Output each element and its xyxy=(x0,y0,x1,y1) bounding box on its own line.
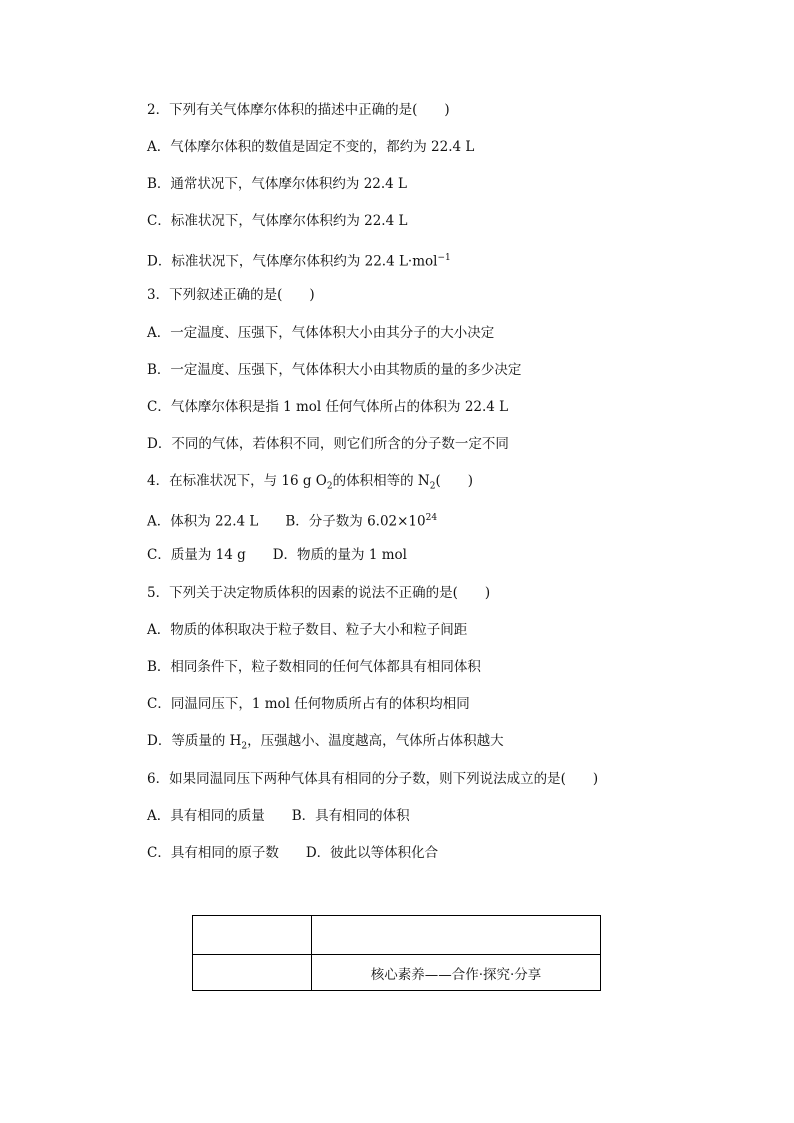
question-2-option-d xyxy=(147,249,451,271)
question-3-option-d: D．不同的气体，若体积不同，则它们所含的分子数一定不同 xyxy=(147,436,509,452)
q4-ab-text: A．体积为 22.4 L B．分子数为 6.02×10 xyxy=(147,513,426,530)
question-5-option-c: C．同温同压下，1 mol 任何物质所占有的体积均相同 xyxy=(147,696,470,712)
q4-stem-text-2: 的体积相等的 N xyxy=(332,473,430,489)
question-4-stem xyxy=(147,472,473,496)
question-5-stem: 5．下列关于决定物质体积的因素的说法不正确的是( ) xyxy=(147,585,491,601)
section-header-table xyxy=(192,915,601,991)
q4-stem-subscript-1: 2 xyxy=(326,481,333,492)
question-2-stem: 2．下列有关气体摩尔体积的描述中正确的是( ) xyxy=(147,102,450,118)
question-5-option-a: A．物质的体积取决于粒子数目、粒子大小和粒子间距 xyxy=(147,622,468,638)
question-2-option-c: C．标准状况下，气体摩尔体积约为 22.4 L xyxy=(147,213,408,229)
question-6-options-cd: C．具有相同的原子数 D．彼此以等体积化合 xyxy=(147,845,439,861)
question-3-option-c: C．气体摩尔体积是指 1 mol 任何气体所占的体积为 22.4 L xyxy=(147,399,509,415)
q5-d-text-1: D．等质量的 H xyxy=(147,733,242,749)
q5-d-text-2: ，压强越小、温度越高，气体所占体积越大 xyxy=(247,733,504,749)
question-4-options-cd: C．质量为 14 g D．物质的量为 1 mol xyxy=(147,547,407,563)
question-4-options-ab xyxy=(147,509,437,531)
question-6-stem: 6．如果同温同压下两种气体具有相同的分子数，则下列说法成立的是( ) xyxy=(147,771,599,787)
q4-ab-superscript: 24 xyxy=(425,513,438,523)
question-2-option-b: B．通常状况下，气体摩尔体积约为 22.4 L xyxy=(147,176,408,192)
question-3-option-b: B．一定温度、压强下，气体体积大小由其物质的量的多少决定 xyxy=(147,362,522,378)
question-3-option-a: A．一定温度、压强下，气体体积大小由其分子的大小决定 xyxy=(147,325,495,341)
q2-d-superscript: −1 xyxy=(437,253,451,263)
q4-stem-subscript-2: 2 xyxy=(429,481,436,492)
q4-stem-text-3: ( ) xyxy=(435,473,473,489)
question-5-option-b: B．相同条件下，粒子数相同的任何气体都具有相同体积 xyxy=(147,659,481,675)
q2-d-text: D．标准状况下，气体摩尔体积约为 22.4 L·mol xyxy=(147,253,438,270)
question-6-options-ab: A．具有相同的质量 B．具有相同的体积 xyxy=(147,808,410,824)
question-2-option-a: A．气体摩尔体积的数值是固定不变的，都约为 22.4 L xyxy=(147,139,475,155)
table-cell-core-literacy: 核心素养——合作·探究·分享 xyxy=(370,966,542,983)
question-5-option-d xyxy=(147,732,504,756)
q5-d-subscript: 2 xyxy=(241,741,248,752)
question-3-stem: 3．下列叙述正确的是( ) xyxy=(147,287,315,303)
q4-stem-text-1: 4．在标准状况下，与 16 g O xyxy=(147,473,327,489)
